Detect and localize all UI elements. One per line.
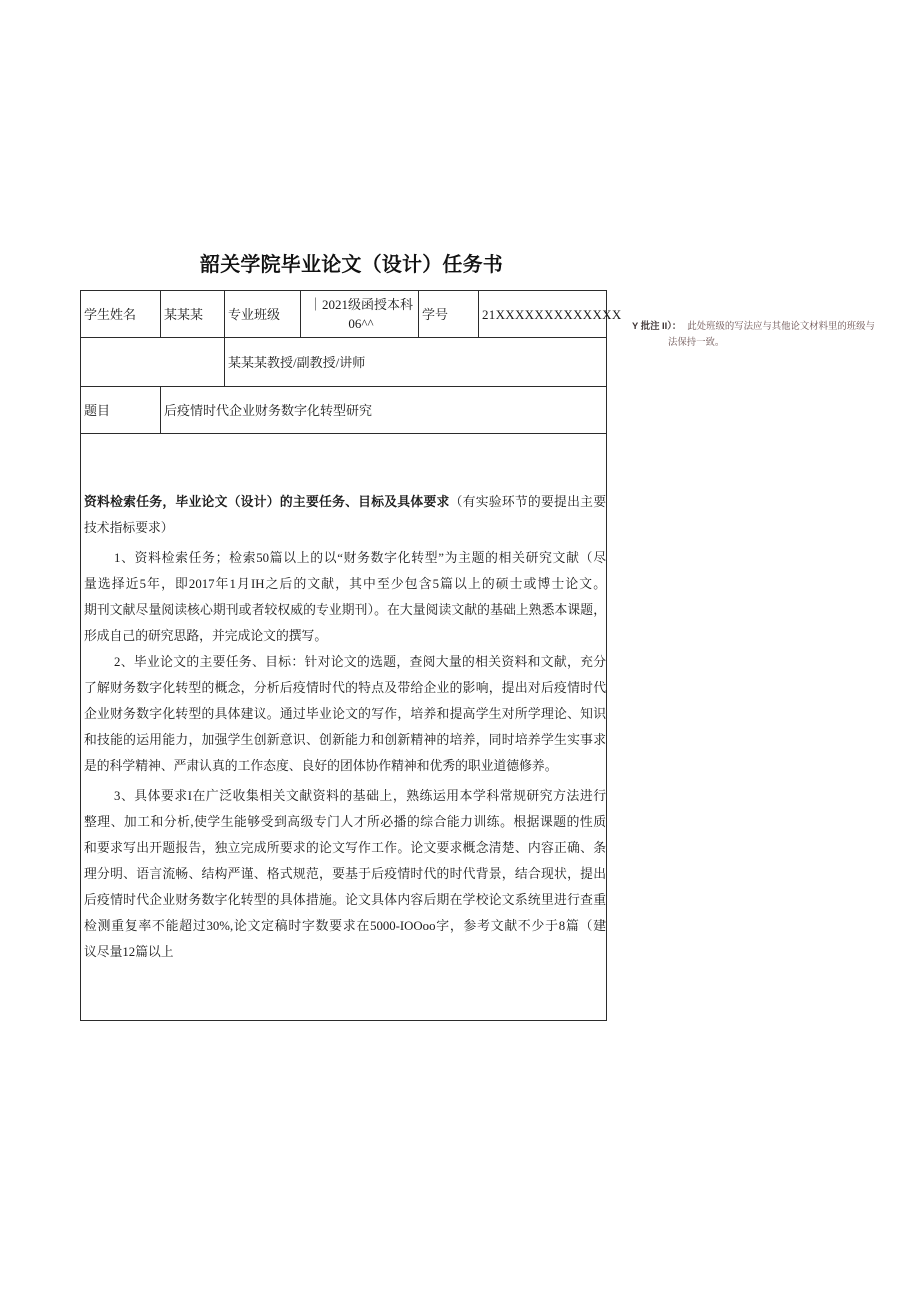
requirement-line: 了解财务数字化转型的概念，分析后疫情时代的特点及带给企业的影响，提出对后疫情时代 <box>84 681 606 695</box>
requirement-line: 和要求写出开题报告，独立完成所要求的论文写作工作。论文要求概念清楚、内容正确、条 <box>84 841 606 855</box>
requirement-line: 1、资料检索任务；检索50篇以上的以“财务数字化转型”为主题的相关研究文献（尽 <box>114 551 606 565</box>
paragraph-2 <box>84 649 606 779</box>
advisor-label-cell <box>81 338 225 387</box>
major-class-value <box>301 291 419 338</box>
requirement-line: 3、具体要求I在广泛收集相关文献资料的基础上，熟练运用本学科常规研究方法进行 <box>114 789 606 803</box>
student-name-value: 某某某 <box>161 291 225 338</box>
requirement-line: 是的科学精神、严肃认真的工作态度、良好的团体协作精神和优秀的职业道德修养。 <box>84 759 558 773</box>
heading-note-text: （有实验环节的要提出主要 <box>449 495 607 509</box>
requirements-row <box>81 434 607 1021</box>
student-id-value: 21XXXXXXXXXXXXX <box>479 291 607 338</box>
requirement-line: 2、毕业论文的主要任务、目标：针对论文的选题，查阅大量的相关资料和文献，充分 <box>114 655 606 669</box>
review-comment[interactable] <box>632 318 904 350</box>
paragraph-3 <box>84 783 606 965</box>
requirement-line: 期刊文献尽量阅读核心期刊或者较权威的专业期刊）。在大量阅读文献的基础上熟悉本课题， <box>84 603 606 617</box>
advisor-row <box>81 338 607 387</box>
comment-label: Y 批注 II）： <box>632 320 682 331</box>
document-title: 韶关学院毕业论文（设计）任务书 <box>200 254 503 276</box>
comment-line-1 <box>632 318 904 334</box>
topic-value: 后疫情时代企业财务数字化转型研究 <box>161 387 607 434</box>
info-row <box>81 291 607 338</box>
requirement-line: 量选择近5年，即2017年1月IH之后的文献，其中至少包含5篇以上的硕士或博士论文。 <box>84 577 606 591</box>
heading-bold-text: 资料检索任务，毕业论文（设计）的主要任务、目标及具体要求 <box>84 495 450 509</box>
requirement-line: 企业财务数字化转型的具体建议。通过毕业论文的写作，培养和提高学生对所学理论、知识 <box>84 707 606 721</box>
advisor-value: 某某某教授/副教授/讲师 <box>225 338 607 387</box>
comment-text-2: 法保持一致。 <box>668 336 725 347</box>
major-class-line2: 06^^ <box>348 316 374 331</box>
requirements-cell <box>81 434 607 1021</box>
task-table <box>80 290 622 1021</box>
student-name-label: 学生姓名 <box>81 291 161 338</box>
requirement-line: 议尽量12篇以上 <box>84 945 174 959</box>
requirement-line: 整理、加工和分析,使学生能够受到高级专门人才所必播的综合能力训练。根据课题的性质 <box>84 815 606 829</box>
comment-text-1: 此处班级的写法应与其他论文材料里的班级与 <box>687 320 875 331</box>
topic-label: 题目 <box>81 387 161 434</box>
requirements-heading <box>84 489 606 541</box>
heading-line-2: 技术指标要求） <box>84 521 174 535</box>
requirement-line: 检测重复率不能超过30%,论文定稿时字数要求在5000-IOOoo字，参考文献不少于8篇（建 <box>84 919 606 933</box>
topic-row <box>81 387 607 434</box>
major-class-label: 专业班级 <box>225 291 301 338</box>
paragraph-1 <box>84 545 606 649</box>
major-class-line1: ｜2021级函授本科 <box>308 297 413 312</box>
requirement-line: 形成自己的研究思路，并完成论文的撰写。 <box>84 629 328 643</box>
requirement-line: 和技能的运用能力，加强学生创新意识、创新能力和创新精神的培养，同时培养学生实事求 <box>84 733 606 747</box>
requirement-line: 后疫情时代企业财务数字化转型的具体措施。论文具体内容后期在学校论文系统里进行查重 <box>84 893 606 907</box>
heading-line-1 <box>84 489 606 515</box>
requirement-line: 理分明、语言流畅、结构严谨、格式规范，要基于后疫情时代的时代背景，结合现状，提出 <box>84 867 606 881</box>
student-id-label: 学号 <box>419 291 479 338</box>
